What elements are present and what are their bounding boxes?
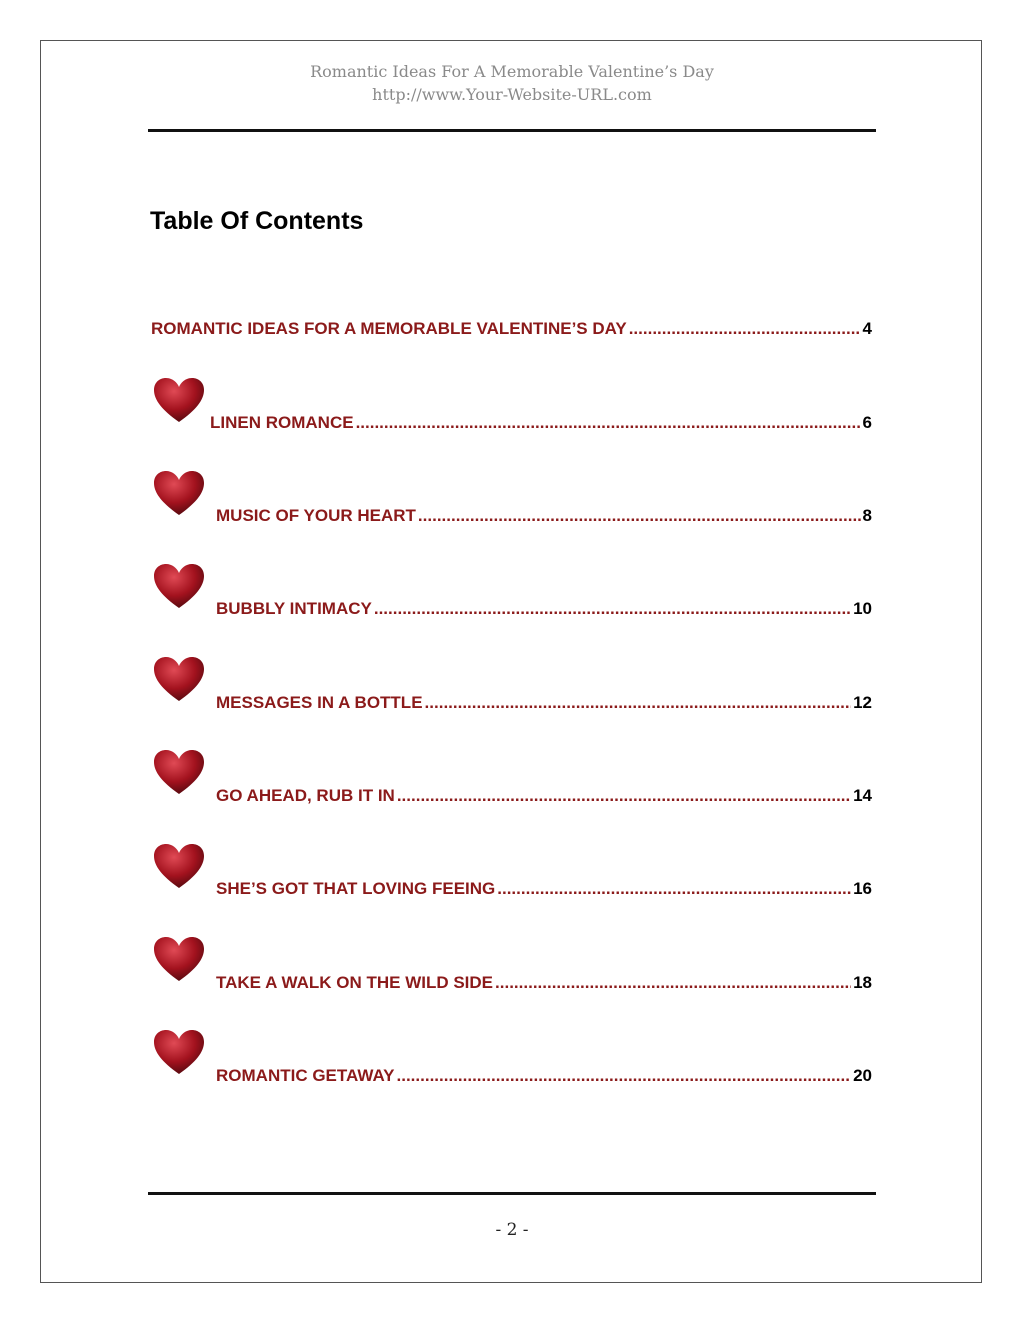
toc-entry-music-of-your-heart[interactable] bbox=[216, 505, 872, 527]
toc-entry-page: 18 bbox=[853, 973, 872, 992]
toc-entry-page: 8 bbox=[862, 506, 872, 525]
header-rule bbox=[148, 129, 876, 132]
toc-entry-label: MESSAGES IN A BOTTLE bbox=[216, 693, 423, 712]
toc-leader-dots bbox=[495, 972, 851, 994]
toc-leader-dots bbox=[629, 318, 861, 340]
heart-icon bbox=[152, 655, 206, 705]
toc-entry-page: 6 bbox=[862, 413, 872, 432]
heart-icon bbox=[152, 935, 206, 985]
toc-leader-dots bbox=[397, 785, 851, 807]
heart-icon bbox=[152, 748, 206, 798]
toc-entry-take-a-walk-on-the-wild-side[interactable] bbox=[216, 972, 872, 994]
toc-leader-dots bbox=[374, 598, 851, 620]
heart-icon bbox=[152, 1028, 206, 1078]
toc-entry-label: ROMANTIC GETAWAY bbox=[216, 1066, 395, 1085]
toc-leader-dots bbox=[397, 1065, 852, 1087]
toc-entry-label: BUBBLY INTIMACY bbox=[216, 599, 372, 618]
toc-entry-label: LINEN ROMANCE bbox=[210, 413, 354, 432]
toc-entry-page: 12 bbox=[853, 693, 872, 712]
page-header bbox=[0, 60, 1024, 106]
toc-entry-page: 4 bbox=[862, 319, 872, 338]
toc-entry-label: TAKE A WALK ON THE WILD SIDE bbox=[216, 973, 494, 992]
toc-entry-romantic-getaway[interactable] bbox=[216, 1065, 872, 1087]
toc-entry-label: ROMANTIC IDEAS FOR A MEMORABLE VALENTINE’S DAY bbox=[151, 319, 627, 338]
toc-leader-dots bbox=[356, 412, 861, 434]
toc-leader-dots bbox=[497, 878, 851, 900]
toc-leader-dots bbox=[418, 505, 861, 527]
toc-leader-dots bbox=[425, 692, 852, 714]
heart-icon bbox=[152, 376, 206, 426]
toc-entry-messages-in-a-bottle[interactable] bbox=[216, 692, 872, 714]
toc-entry-bubbly-intimacy[interactable] bbox=[216, 598, 872, 620]
toc-entry-shes-got-that-loving-feeing[interactable] bbox=[216, 878, 872, 900]
footer-rule bbox=[148, 1192, 876, 1195]
toc-entry-page: 16 bbox=[853, 879, 872, 898]
toc-title: Table Of Contents bbox=[150, 207, 364, 235]
toc-entry-linen-romance[interactable] bbox=[210, 412, 872, 434]
toc-entry-page: 20 bbox=[853, 1066, 872, 1085]
header-title: Romantic Ideas For A Memorable Valentine’s Day bbox=[310, 62, 714, 81]
toc-entry-page: 14 bbox=[853, 786, 872, 805]
toc-entry-label: SHE’S GOT THAT LOVING FEEING bbox=[216, 879, 496, 898]
toc-entry-label: GO AHEAD, RUB IT IN bbox=[216, 786, 395, 805]
toc-entry-page: 10 bbox=[853, 599, 872, 618]
header-url: http://www.Your-Website-URL.com bbox=[372, 85, 652, 104]
toc-entry-go-ahead-rub-it-in[interactable] bbox=[216, 785, 872, 807]
heart-icon bbox=[152, 469, 206, 519]
toc-entry-romantic-ideas[interactable] bbox=[151, 318, 872, 340]
page-number: - 2 - bbox=[495, 1220, 529, 1240]
heart-icon bbox=[152, 842, 206, 892]
heart-icon bbox=[152, 562, 206, 612]
toc-entry-label: MUSIC OF YOUR HEART bbox=[216, 506, 416, 525]
